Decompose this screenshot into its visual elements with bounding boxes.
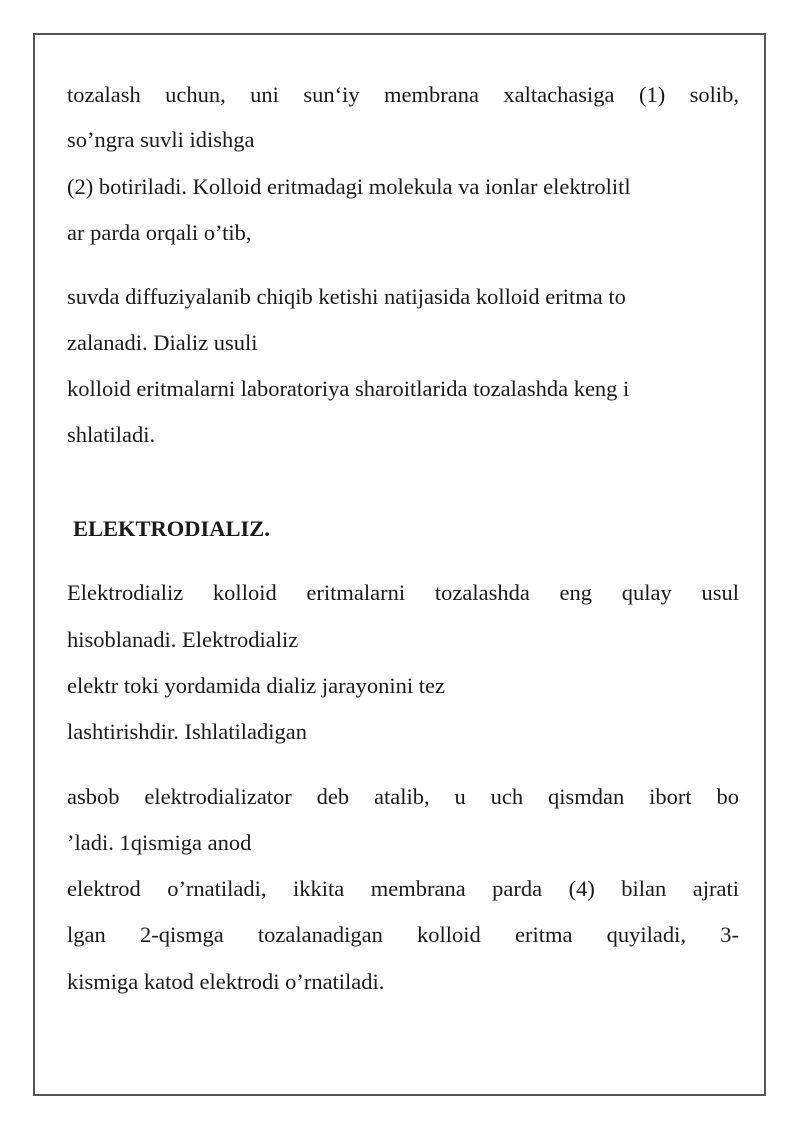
text-line: ar parda orqali o’tib, <box>67 220 252 245</box>
text-line: shlatiladi. <box>67 422 156 447</box>
text-line: lashtirishdir. Ishlatiladigan <box>67 719 307 744</box>
text-line: so’ngra suvli idishga <box>67 127 255 152</box>
text-line: zalanadi. Dializ usuli <box>67 330 258 355</box>
text-line: kismiga katod elektrodi o’rnatiladi. <box>67 969 385 994</box>
text-line: suvda diffuziyalanib chiqib ketishi natijasida kolloid eritma to <box>67 284 626 309</box>
section-heading: ELEKTRODIALIZ. <box>73 516 270 541</box>
text-line: ’ladi. 1qismiga anod <box>67 830 252 855</box>
text-line: (2) botiriladi. Kolloid eritmadagi molekula va ionlar elektrolitl <box>67 174 631 199</box>
text-line: lgan 2-qismga tozalanadigan kolloid eritma quyiladi, 3- <box>67 922 739 947</box>
text-line: tozalash uchun, uni sun‘iy membrana xaltachasiga (1) solib, <box>67 82 739 107</box>
text-line: Elektrodializ kolloid eritmalarni tozalashda eng qulay usul <box>67 580 739 605</box>
text-line: kolloid eritmalarni laboratoriya sharoitlarida tozalashda keng i <box>67 376 630 401</box>
text-line: elektr toki yordamida dializ jarayonini tez <box>67 673 445 698</box>
text-line: elektrod o’rnatiladi, ikkita membrana parda (4) bilan ajrati <box>67 876 739 901</box>
text-line: asbob elektrodializator deb atalib, u uch qismdan ibort bo <box>67 784 739 809</box>
text-line: hisoblanadi. Elektrodializ <box>67 627 299 652</box>
